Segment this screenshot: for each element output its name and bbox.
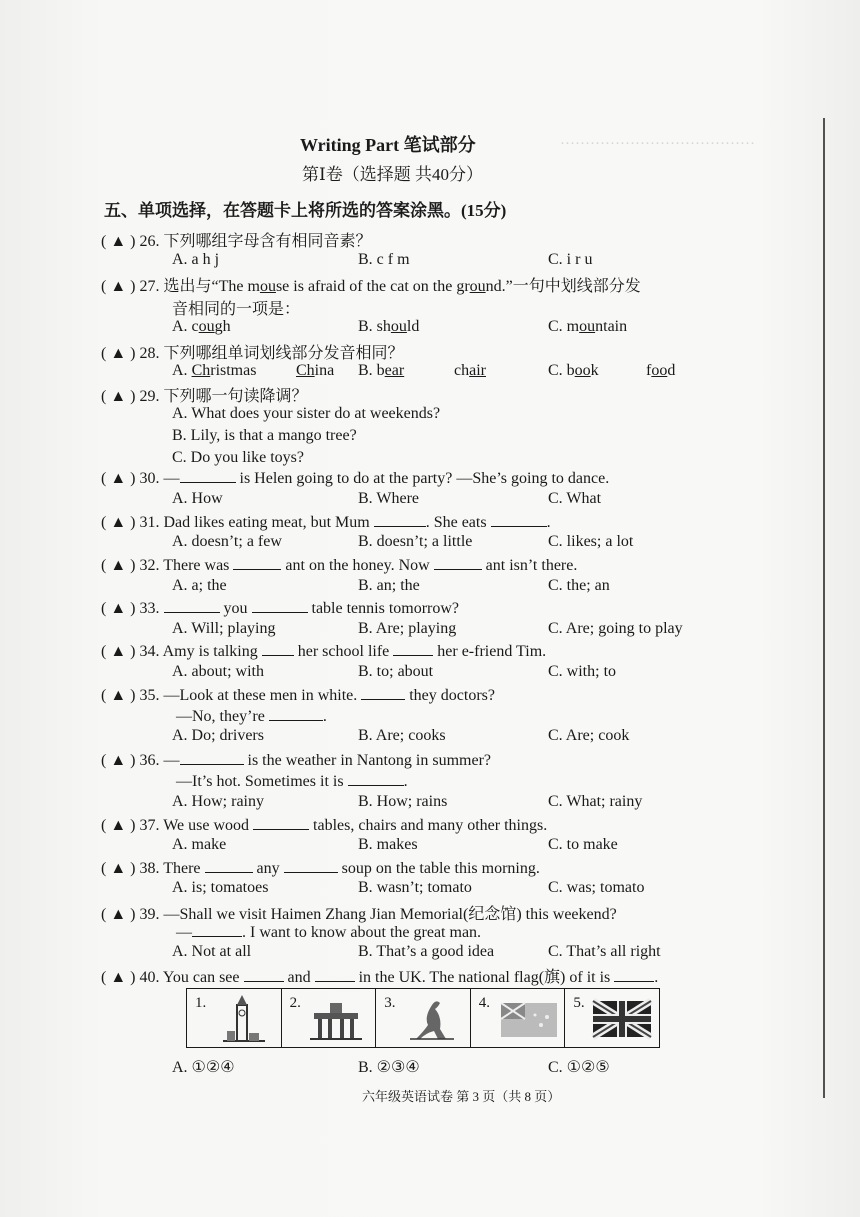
big-ben-icon <box>213 995 273 1045</box>
q26-option-a[interactable]: A. a h j <box>172 251 220 268</box>
question-30: ( ▲ ) 30. — is Helen going to do at the party? —She’s going to dance. <box>101 470 610 487</box>
q28-option-b[interactable]: B. bear <box>358 362 405 379</box>
picture-cell-1: 1. <box>187 989 282 1048</box>
answer-blank[interactable] <box>491 512 547 527</box>
question-35: ( ▲ ) 35. —Look at these men in white. they doctors? <box>101 687 495 704</box>
answer-blank[interactable] <box>233 555 281 570</box>
q27-option-a[interactable]: A. cough <box>172 318 231 335</box>
q35-option-c[interactable]: C. Are; cook <box>548 727 630 744</box>
q30-option-a[interactable]: A. How <box>172 490 223 507</box>
q35-option-b[interactable]: B. Are; cooks <box>358 727 446 744</box>
picture-cell-2: 2. <box>281 989 376 1048</box>
picture-cell-3: 3. <box>376 989 471 1048</box>
page-footer: 六年级英语试卷 第 3 页（共 8 页） <box>362 1089 561 1104</box>
answer-blank[interactable] <box>315 967 355 982</box>
answer-blank[interactable] <box>393 641 433 656</box>
q36-option-b[interactable]: B. How; rains <box>358 793 448 810</box>
answer-blank[interactable] <box>262 641 294 656</box>
answer-blank[interactable] <box>253 815 309 830</box>
page-title: Writing Part 笔试部分 <box>300 135 476 155</box>
q37-option-a[interactable]: A. make <box>172 836 227 853</box>
q28-option-a-word2: China <box>296 362 335 379</box>
q39-option-b[interactable]: B. That’s a good idea <box>358 943 495 960</box>
q33-option-a[interactable]: A. Will; playing <box>172 620 276 637</box>
q39-option-c[interactable]: C. That’s all right <box>548 943 661 960</box>
q28-option-a[interactable]: A. Christmas <box>172 362 257 379</box>
question-37: ( ▲ ) 37. We use wood tables, chairs and many other things. <box>101 817 548 834</box>
q33-option-b[interactable]: B. Are; playing <box>358 620 457 637</box>
question-28: ( ▲ ) 28. 下列哪组单词划线部分发音相同？ <box>101 345 404 362</box>
q34-option-b[interactable]: B. to; about <box>358 663 434 680</box>
landmark-building-icon <box>308 995 368 1045</box>
q36-option-a[interactable]: A. How; rainy <box>172 793 264 810</box>
question-39: ( ▲ ) 39. —Shall we visit Haimen Zhang Jian Memorial(纪念馆) this weekend? <box>101 906 617 923</box>
q37-option-b[interactable]: B. makes <box>358 836 418 853</box>
answer-blank[interactable] <box>244 967 284 982</box>
answer-blank[interactable] <box>614 967 654 982</box>
question-29: ( ▲ ) 29. 下列哪一句读降调？ <box>101 388 308 405</box>
margin-line <box>823 118 825 1098</box>
answer-blank[interactable] <box>205 858 253 873</box>
question-31: ( ▲ ) 31. Dad likes eating meat, but Mum . She eats . <box>101 514 551 531</box>
q29-option-c[interactable]: C. Do you like toys? <box>172 449 304 466</box>
question-34: ( ▲ ) 34. Amy is talking her school life her e-friend Tim. <box>101 643 547 660</box>
q40-option-c[interactable]: C. ①②⑤ <box>548 1059 610 1076</box>
q32-option-c[interactable]: C. the; an <box>548 577 610 594</box>
answer-blank[interactable] <box>269 706 323 721</box>
answer-blank[interactable] <box>361 685 405 700</box>
q30-option-c[interactable]: C. What <box>548 490 602 507</box>
q29-option-b[interactable]: B. Lily, is that a mango tree? <box>172 427 357 444</box>
q38-option-a[interactable]: A. is; tomatoes <box>172 879 269 896</box>
question-26: ( ▲ ) 26. 下列哪组字母含有相同音素？ <box>101 233 372 250</box>
question-27-cont: 音相同的一项是： <box>172 301 301 318</box>
q39-option-a[interactable]: A. Not at all <box>172 943 252 960</box>
answer-blank[interactable] <box>374 512 426 527</box>
q30-option-b[interactable]: B. Where <box>358 490 420 507</box>
q28-option-c[interactable]: C. book <box>548 362 599 379</box>
flag-icon <box>497 995 561 1045</box>
answer-blank[interactable] <box>348 771 404 786</box>
union-jack-flag-icon <box>591 995 655 1045</box>
question-36: ( ▲ ) 36. — is the weather in Nantong in summer? <box>101 752 491 769</box>
q26-option-b[interactable]: B. c f m <box>358 251 410 268</box>
q32-option-a[interactable]: A. a; the <box>172 577 227 594</box>
answer-mark: ( ▲ ) <box>101 233 136 250</box>
question-35-reply: —No, they’re . <box>176 708 327 725</box>
q34-option-a[interactable]: A. about; with <box>172 663 264 680</box>
bleed-through-text: ………………………………… <box>560 132 755 148</box>
q37-option-c[interactable]: C. to make <box>548 836 618 853</box>
answer-blank[interactable] <box>164 598 220 613</box>
question-39-reply: — . I want to know about the great man. <box>176 924 482 941</box>
question-33: ( ▲ ) 33. you table tennis tomorrow? <box>101 600 460 617</box>
q38-option-b[interactable]: B. wasn’t; tomato <box>358 879 472 896</box>
q40-option-b[interactable]: B. ②③④ <box>358 1059 420 1076</box>
q31-option-c[interactable]: C. likes; a lot <box>548 533 634 550</box>
q28-option-b-word2: chair <box>454 362 486 379</box>
picture-cell-5: 5. <box>565 989 660 1048</box>
q36-option-c[interactable]: C. What; rainy <box>548 793 643 810</box>
q27-option-b[interactable]: B. should <box>358 318 420 335</box>
page-subtitle: 第Ⅰ卷（选择题 共40分） <box>302 165 483 184</box>
answer-blank[interactable] <box>434 555 482 570</box>
answer-blank[interactable] <box>284 858 338 873</box>
q29-option-a[interactable]: A. What does your sister do at weekends? <box>172 405 441 422</box>
answer-blank[interactable] <box>252 598 308 613</box>
question-38: ( ▲ ) 38. There any soup on the table this morning. <box>101 860 540 877</box>
picture-table <box>186 988 660 1048</box>
q27-option-c[interactable]: C. mountain <box>548 318 628 335</box>
q28-option-c-word2: food <box>646 362 676 379</box>
question-32: ( ▲ ) 32. There was ant on the honey. Now ant isn’t there. <box>101 557 578 574</box>
q31-option-b[interactable]: B. doesn’t; a little <box>358 533 473 550</box>
q40-option-a[interactable]: A. ①②④ <box>172 1059 235 1076</box>
answer-blank[interactable] <box>192 922 242 937</box>
question-27: ( ▲ ) 27. 选出与“The mouse is afraid of the cat on the ground.”一句中划线部分发 <box>101 278 641 295</box>
q34-option-c[interactable]: C. with; to <box>548 663 617 680</box>
section-heading: 五、单项选择，在答题卡上将所选的答案涂黑。(15分) <box>104 201 507 220</box>
answer-blank[interactable] <box>180 468 236 483</box>
question-36-reply: —It’s hot. Sometimes it is . <box>176 773 408 790</box>
q31-option-a[interactable]: A. doesn’t; a few <box>172 533 282 550</box>
question-40: ( ▲ ) 40. You can see and in the UK. The national flag(旗) of it is . <box>101 969 659 986</box>
q32-option-b[interactable]: B. an; the <box>358 577 420 594</box>
q35-option-a[interactable]: A. Do; drivers <box>172 727 264 744</box>
q26-option-c[interactable]: C. i r u <box>548 251 593 268</box>
picture-cell-4: 4. <box>470 989 565 1048</box>
kangaroo-icon <box>402 995 462 1045</box>
q38-option-c[interactable]: C. was; tomato <box>548 879 645 896</box>
q33-option-c[interactable]: C. Are; going to play <box>548 620 683 637</box>
answer-blank[interactable] <box>180 750 244 765</box>
